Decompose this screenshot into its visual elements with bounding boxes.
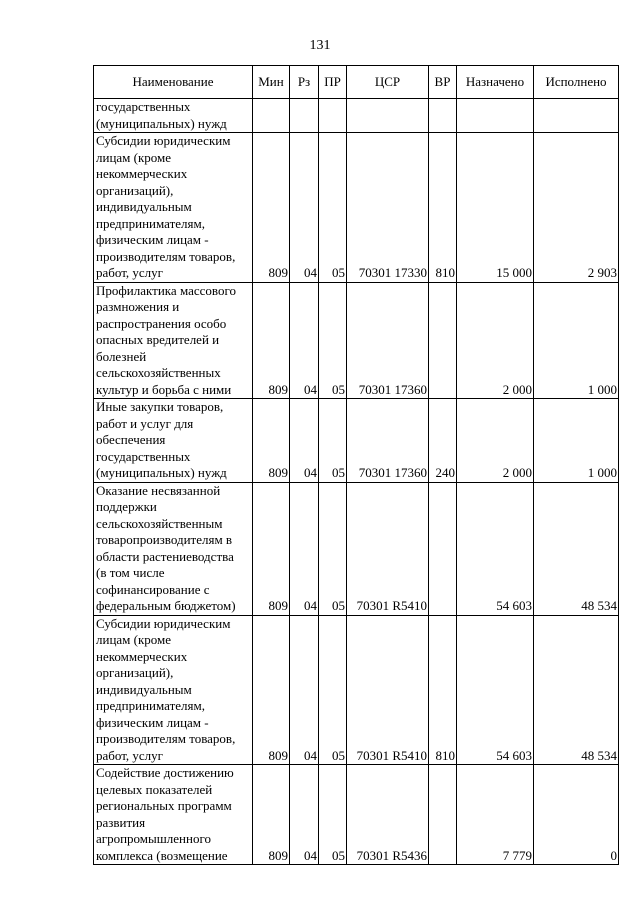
name-line: государственных	[96, 448, 191, 464]
min-cell: 809	[253, 133, 290, 283]
csr-cell	[347, 99, 429, 133]
csr-cell: 70301 R5410	[347, 615, 429, 765]
name-line: опасных вредителей и	[96, 332, 220, 347]
assigned-cell: 2 000	[457, 282, 534, 399]
item-name-cell	[94, 615, 253, 765]
pr-cell: 05	[319, 399, 347, 483]
vr-cell	[429, 482, 457, 615]
table-row	[94, 282, 619, 399]
item-name-cell	[94, 482, 253, 615]
name-line: предпринимателям,	[96, 215, 205, 231]
min-cell	[253, 99, 290, 133]
vr-cell	[429, 765, 457, 865]
assigned-cell	[457, 99, 534, 133]
vr-cell: 240	[429, 399, 457, 483]
column-header: ЦСР	[347, 66, 429, 99]
column-header: Рз	[290, 66, 319, 99]
table-header-row	[94, 66, 619, 99]
pr-cell: 05	[319, 615, 347, 765]
pr-cell: 05	[319, 482, 347, 615]
item-name-cell	[94, 99, 253, 133]
name-line: софинансирование с	[96, 581, 210, 597]
rz-cell: 04	[290, 615, 319, 765]
csr-cell: 70301 17360	[347, 282, 429, 399]
column-header: Мин	[253, 66, 290, 99]
name-line: сельскохозяйственным	[96, 515, 223, 531]
name-line: обеспечения	[96, 432, 166, 447]
min-cell: 809	[253, 482, 290, 615]
name-line: работ и услуг для	[96, 415, 194, 431]
name-line: целевых показателей	[96, 781, 213, 797]
name-line: комплекса (возмещение	[96, 847, 228, 863]
name-line: некоммерческих	[96, 648, 188, 664]
table-row	[94, 615, 619, 765]
name-line: лицам (кроме	[96, 149, 172, 165]
vr-cell	[429, 99, 457, 133]
rz-cell: 04	[290, 765, 319, 865]
column-header: ВР	[429, 66, 457, 99]
min-cell: 809	[253, 765, 290, 865]
name-line: размножения и	[96, 299, 180, 314]
table-row	[94, 99, 619, 133]
name-line: производителям товаров,	[96, 248, 236, 264]
name-line: государственных	[96, 99, 191, 114]
name-line: физическим лицам -	[96, 714, 209, 730]
executed-cell: 48 534	[534, 482, 619, 615]
name-line: Содействие достижению	[96, 765, 234, 780]
name-line: некоммерческих	[96, 166, 188, 181]
rz-cell	[290, 99, 319, 133]
name-line: поддержки	[96, 499, 157, 514]
name-line: развития	[96, 814, 146, 830]
assigned-cell: 54 603	[457, 482, 534, 615]
name-line: организаций),	[96, 182, 174, 198]
table-row	[94, 399, 619, 483]
name-line: области растениеводства	[96, 548, 234, 564]
csr-cell: 70301 R5436	[347, 765, 429, 865]
rz-cell: 04	[290, 482, 319, 615]
name-line: культур и борьба с ними	[96, 381, 232, 397]
name-line: (муниципальных) нужд	[96, 115, 227, 131]
name-line: организаций),	[96, 665, 174, 680]
assigned-cell: 15 000	[457, 133, 534, 283]
name-line: предпринимателям,	[96, 698, 205, 713]
name-line: агропромышленного	[96, 831, 211, 846]
executed-cell: 1 000	[534, 282, 619, 399]
name-line: (в том числе	[96, 565, 165, 580]
name-line: Субсидии юридическим	[96, 615, 231, 631]
executed-cell: 0	[534, 765, 619, 865]
pr-cell: 05	[319, 765, 347, 865]
name-line: Оказание несвязанной	[96, 482, 221, 498]
executed-cell: 1 000	[534, 399, 619, 483]
name-line: сельскохозяйственных	[96, 365, 221, 380]
item-name-cell	[94, 765, 253, 865]
csr-cell: 70301 17360	[347, 399, 429, 483]
executed-cell: 48 534	[534, 615, 619, 765]
table-row	[94, 765, 619, 865]
rz-cell: 04	[290, 282, 319, 399]
assigned-cell: 2 000	[457, 399, 534, 483]
pr-cell: 05	[319, 133, 347, 283]
name-line: лицам (кроме	[96, 632, 172, 647]
name-line: работ, услуг	[96, 265, 164, 280]
assigned-cell: 54 603	[457, 615, 534, 765]
name-line: распространения особо	[96, 315, 227, 331]
vr-cell	[429, 282, 457, 399]
name-line: индивидуальным	[96, 199, 192, 214]
column-header: Назначено	[457, 66, 534, 99]
item-name-cell	[94, 399, 253, 483]
name-line: физическим лицам -	[96, 232, 209, 247]
rz-cell: 04	[290, 399, 319, 483]
name-line: производителям товаров,	[96, 731, 236, 746]
executed-cell	[534, 99, 619, 133]
table-row	[94, 482, 619, 615]
item-name-cell	[94, 282, 253, 399]
name-line: индивидуальным	[96, 681, 192, 697]
min-cell: 809	[253, 399, 290, 483]
name-line: Субсидии юридическим	[96, 133, 231, 148]
budget-table	[93, 65, 619, 865]
pr-cell	[319, 99, 347, 133]
name-line: товаропроизводителям в	[96, 532, 233, 547]
page-number: 131	[309, 38, 331, 53]
min-cell: 809	[253, 615, 290, 765]
rz-cell: 04	[290, 133, 319, 283]
vr-cell: 810	[429, 615, 457, 765]
executed-cell: 2 903	[534, 133, 619, 283]
column-header: Исполнено	[534, 66, 619, 99]
min-cell: 809	[253, 282, 290, 399]
column-header: ПР	[319, 66, 347, 99]
name-line: региональных программ	[96, 798, 232, 813]
name-line: работ, услуг	[96, 747, 164, 763]
csr-cell: 70301 R5410	[347, 482, 429, 615]
name-line: Иные закупки товаров,	[96, 399, 224, 414]
vr-cell: 810	[429, 133, 457, 283]
assigned-cell: 7 779	[457, 765, 534, 865]
column-header: Наименование	[94, 66, 253, 99]
name-line: федеральным бюджетом)	[96, 598, 236, 613]
name-line: Профилактика массового	[96, 282, 236, 298]
csr-cell: 70301 17330	[347, 133, 429, 283]
table-row	[94, 133, 619, 283]
name-line: (муниципальных) нужд	[96, 465, 227, 480]
name-line: болезней	[96, 348, 147, 364]
pr-cell: 05	[319, 282, 347, 399]
item-name-cell	[94, 133, 253, 283]
